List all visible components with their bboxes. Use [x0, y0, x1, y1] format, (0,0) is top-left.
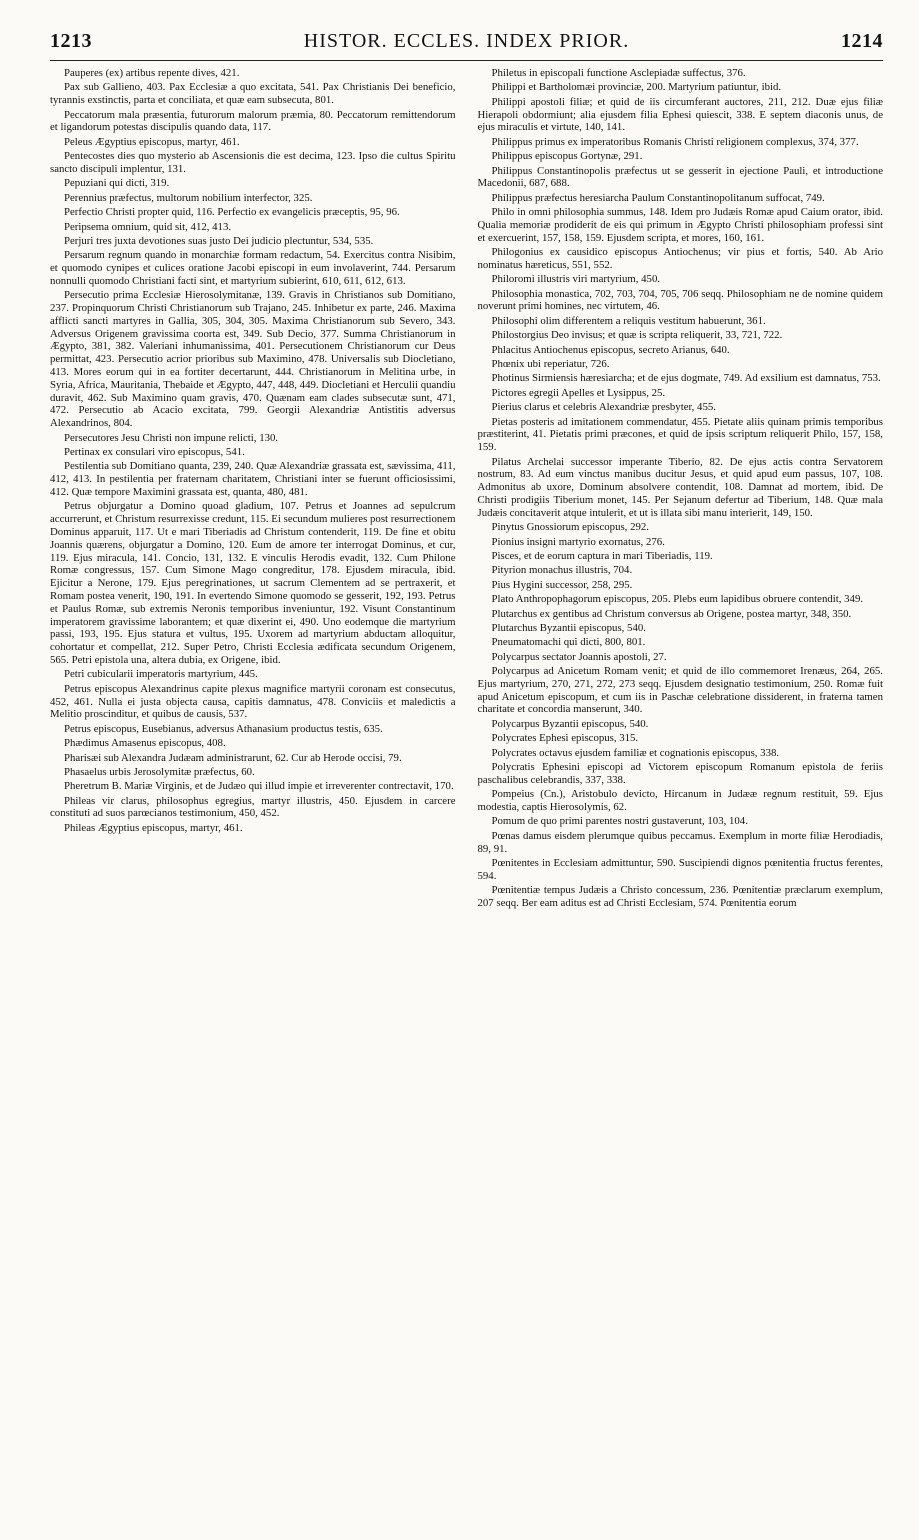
index-entry: Pneumatomachi qui dicti, 800, 801.	[491, 636, 646, 649]
index-entry: Pauperes (ex) artibus repente dives, 421.	[64, 67, 240, 79]
index-entry: Pœnitentiæ tempus Judæis a Christo concessum, 236. Pœnitentiæ præclarum exemplum, 207 seqq. Ber eam aditus est ad Christi Ecclesiam, 574. Pœnitentia eorum	[477, 884, 883, 909]
index-entry: Phileas Ægyptius episcopus, martyr, 461.	[64, 821, 243, 834]
index-entry: Philo in omni philosophia summus, 148. Idem pro Judæis Romæ apud Caium orator, ibid. Qualia memoriæ prodiderit de eis qui primum in Ægypto Christi philosophiam professi sint et exercuerint, 157, 158, 159. Ejusdem scripta, et mores, 160, 161.	[477, 206, 883, 244]
index-entry: Persecutores Jesu Christi non impune relicti, 130.	[64, 431, 279, 444]
index-entry: Pepuziani qui dicti, 319.	[64, 177, 170, 190]
index-entry: Peleus Ægyptius episcopus, martyr, 461.	[64, 135, 240, 148]
index-entry: Pierius clarus et celebris Alexandriæ presbyter, 455.	[491, 401, 716, 414]
index-entry: Pœnitentes in Ecclesiam admittuntur, 590. Suscipiendi dignos pœnitentia fructus ferentes, 594.	[477, 856, 883, 882]
index-entry: Philippus primus ex imperatoribus Romanis Christi religionem complexus, 374, 377.	[491, 135, 859, 148]
index-entry: Phasaelus urbis Jerosolymitæ præfectus, 60.	[64, 765, 255, 778]
index-entry: Polycarpus ad Anicetum Romam venit; et quid de illo commemoret Irenæus, 264, 265. Ejus martyrium, 270, 271, 272, 273 seqq. Ejusdem designatio testimonium, 250. Romæ fuit apud Anicetum episcopum, et cum iis in Paschæ celebratione dissiderent, in fraterna tamen charitate et concordia manserunt, 340.	[477, 665, 883, 716]
page-number-left: 1213	[50, 30, 92, 52]
index-entry: Polycarpus Byzantii episcopus, 540.	[491, 717, 649, 730]
index-entry: Pietas posteris ad imitationem commendatur, 455. Pietate aliis quinam primis temporibus præstiterint, 41. Pietatis primi præcones, et quid de ipsis scriptum reliquerit Philo, 157, 158, 159.	[477, 415, 883, 454]
index-entry: Polycarpus sectator Joannis apostoli, 27.	[491, 650, 667, 663]
index-entry: Persecutio prima Ecclesiæ Hierosolymitanæ, 139. Gravis in Christianos sub Domitiano, 237. Propinquorum Christi Christianorum sub Trajano, 245. Inhibetur ex parte, 246. Maxima afflicti sancti martyres in Gallia, 305, 304, 305. Maxima Christianorum sub Severo, 343. Adversus Origenem gravissima coorta est, 349. Sub Decio, 377. Summa Christianorum in Ægypto, 381, 382. Valeriani inhumanissima, 401. Persecutionem Christianorum cur Deus permittat, 423. Persecutio acrior prioribus sub Maximino, 478. Universalis sub Diocletiano, 413. Mores eorum qui in ea fortiter decertarunt, 444. Christianorum in Melitina urbe, in Syria, Africa, Mauritania, Thebaide et Ægypto, 447, 448, 449. Diocletiani et Herculii quandiu duravit, 462. Sub Maximino quam gravis, 470. Quænam eam clades subsecutæ sunt, 471, 472. Persecutio ab Acacio excitata, 799. Georgii Alexandriæ Antistitis adversus Alexandrinos, 804.	[50, 289, 456, 430]
index-entry: Pentecostes dies quo mysterio ab Ascensionis die est decima, 123. Ipso die cultus Spiritu sancto discipuli implentur, 131.	[50, 150, 456, 175]
index-entry: Polycratis Ephesini episcopi ad Victorem episcopum Romanum epistola de feriis paschalibus celebrandis, 337, 338.	[477, 761, 883, 786]
index-entry: Petrus episcopus Alexandrinus capite plexus magnifice martyrii coronam est consecutus, 452, 461. Nulla ei justa objecta causa, capitis damnatus, 478. Conviciis et maledictis a Melitio proscinditur, et quibus de causis, 537.	[50, 682, 456, 721]
index-entry: Perfectio Christi propter quid, 116. Perfectio ex evangelicis præceptis, 95, 96.	[64, 206, 400, 219]
index-entry: Philostorgius Deo invisus; et quæ is scripta reliquerit, 33, 721, 722.	[491, 329, 783, 342]
right-column	[478, 67, 884, 911]
index-entry: Petrus episcopus, Eusebianus, adversus Athanasium productus testis, 635.	[64, 722, 383, 735]
index-entry: Polycrates octavus ejusdem familiæ et cognationis episcopus, 338.	[491, 746, 780, 759]
index-entry: Philetus in episcopali functione Asclepiadæ suffectus, 376.	[491, 67, 746, 79]
running-title: HISTOR. ECCLES. INDEX PRIOR.	[303, 30, 630, 52]
index-entry: Pilatus Archelai successor imperante Tiberio, 82. De ejus actis contra Servatorem nostrum, 83. Ad eum vinctus manibus ducitur Jesus, et quid apud eum passus, 107, 108. Admonitus ab uxore, Dominum absolvere contendit, 108. Damnat ad mortem, ibid. De Christi prodigiis Tiberium monet, 145. Per Sejanum defertur ad Tiberium, 148. Quæ mala Judæis concitaverit atque intulerit, et ut is illata sibi manu interierit, 149, 150.	[477, 455, 883, 519]
index-entry: Phædimus Amasenus episcopus, 408.	[64, 737, 226, 750]
index-entry: Philippi et Bartholomæi provinciæ, 200. Martyrium patiuntur, ibid.	[491, 81, 782, 94]
index-entry: Philippi apostoli filiæ; et quid de iis circumferant auctores, 211, 212. Duæ ejus filiæ Hierapoli obdormiunt; alia ejusdem filia Ephesi quiescit, 338. E septem diaconis unus, de ejus miraculis et virtute, 140, 141.	[477, 95, 883, 134]
index-entry: Philogonius ex causidico episcopus Antiochenus; vir pius et fortis, 540. Ab Ario nominatus hæreticus, 551, 552.	[477, 246, 883, 271]
index-entry: Philosophia monastica, 702, 703, 704, 705, 706 seqq. Philosophiam ne de nomine quidem noverunt primi homines, nec virtutem, 46.	[477, 287, 883, 313]
index-entry: Philosophi olim differentem a reliquis vestitum habuerunt, 361.	[491, 314, 766, 327]
index-entry: Pestilentia sub Domitiano quanta, 239, 240. Quæ Alexandriæ grassata est, sævissima, 411, 412, 413. In pestilentia per fraternam charitatem, Christiani inter se fuerunt officiosissimi, 412. Quæ tempore Maximini grassata est, quanta, 480, 481.	[50, 460, 456, 499]
index-entry: Pius Hygini successor, 258, 295.	[491, 578, 633, 591]
index-entry: Pomum de quo primi parentes nostri gustaverunt, 103, 104.	[491, 815, 748, 828]
page-header	[50, 30, 883, 61]
index-entry: Philippus episcopus Gortynæ, 291.	[491, 150, 643, 163]
index-entry: Phœnix ubi reperiatur, 726.	[491, 358, 610, 371]
left-column	[50, 67, 456, 911]
index-entry: Pinytus Gnossiorum episcopus, 292.	[491, 521, 649, 534]
index-entry: Pompeius (Cn.), Aristobulo devicto, Hircanum in Judææ regnum restituit, 59. Ejus modestia, captis Hierosolymis, 62.	[477, 788, 883, 814]
index-entry: Phileas vir clarus, philosophus egregius, martyr illustris, 450. Ejusdem in carcere constituti ad suos parœcianos testimonium, 450, 452.	[50, 794, 456, 820]
index-entry: Pertinax ex consulari viro episcopus, 541.	[64, 446, 245, 459]
index-entry: Pisces, et de eorum captura in mari Tiberiadis, 119.	[491, 549, 713, 562]
page-number-right: 1214	[841, 30, 883, 52]
index-entry: Polycrates Ephesi episcopus, 315.	[491, 732, 639, 745]
index-entry: Pictores egregii Apelles et Lysippus, 25.	[491, 386, 666, 399]
index-entry: Pionius insigni martyrio exornatus, 276.	[491, 535, 665, 548]
index-columns	[50, 67, 883, 911]
index-entry: Petrus objurgatur a Domino quoad gladium, 107. Petrus et Joannes ad sepulcrum accurrerunt, et Christum resurrexisse credunt, 115. Ei secundum mulieres post resurrectionem Dominus apparuit, 117. Ut e mari Tiberiadis ad Christum contenderit, 119. De fine et obitu Joannis quærens, objurgatur a Domino, 120. Eum de amore ter interrogat Dominus, et cur, 119. Ejus miracula, 141. Concio, 131, 132. E vinculis Herodis evadit, 132. Cum Philone Romæ congressus, 157. Cum Simone Mago congreditur, 178. Ejusdem miracula, ibid. Ejicitur a Nerone, 179. Ejus peregrinationes, ut sacrum Clementem ad se pertraxerit, et Romam postea venerit, 190, 191. In evertendo Simone quomodo se gesserit, 192, 193. Petrus et Paulus Romæ, sub extremis Neronis temporibus inveniuntur, 192. Visunt Constantinum imperatorem gravissime laborantem; et quæ dixerint ei, 490. Uno eodemque die martyrium passi, 193, 195. Ejus statura et vultus, 195. Uxorem ad martyrium abductam alloquitur, cohortatur et compellat, 212. Super Petro, Christi Ecclesia ædificata secundum Origenem, 565. Petri epistola una, altera dubia, ex Origene, ibid.	[50, 500, 456, 666]
index-entry: Plato Anthropophagorum episcopus, 205. Plebs eum lapidibus obruere contendit, 349.	[491, 593, 864, 606]
index-entry: Pityrion monachus illustris, 704.	[491, 564, 633, 577]
index-entry: Plutarchus ex gentibus ad Christum conversus ab Origene, postea martyr, 348, 350.	[491, 607, 852, 620]
index-entry: Pheretrum B. Mariæ Virginis, et de Judæo qui illud impie et irreverenter contrectavit, 170.	[64, 780, 454, 793]
index-entry: Pax sub Gallieno, 403. Pax Ecclesiæ a quo excitata, 541. Pax Christianis Dei beneficio, tyrannis exstinctis, parta et conciliata, et quæ eam subsecuta, 801.	[50, 81, 456, 107]
index-entry: Philoromi illustris viri martyrium, 450.	[491, 273, 661, 286]
index-entry: Philippus præfectus heresiarcha Paulum Constantinopolitanum suffocat, 749.	[491, 191, 825, 204]
index-entry: Pœnas damus eisdem plerumque quibus peccamus. Exemplum in morte filiæ Herodiadis, 89, 91.	[477, 829, 883, 855]
index-entry: Pharisæi sub Alexandra Judæam administrarunt, 62. Cur ab Herode occisi, 79.	[64, 751, 402, 764]
index-entry: Photinus Sirmiensis hæresiarcha; et de ejus dogmate, 749. Ad exsilium est damnatus, 753.	[491, 372, 881, 385]
index-entry: Perennius præfectus, multorum nobilium interfector, 325.	[64, 191, 313, 204]
index-entry: Phlacitus Antiochenus episcopus, secreto Arianus, 640.	[491, 343, 730, 356]
index-entry: Perjuri tres juxta devotiones suas justo Dei judicio plectuntur, 534, 535.	[64, 234, 374, 247]
index-entry: Persarum regnum quando in monarchiæ formam redactum, 54. Exercitus contra Nisibim, et quomodo cynipes et culices oratione Jacobi episcopi in eum involaverint, 744. Persarum nonnulli quomodo Christiani facti sint, et martyrium subierint, 610, 611, 612, 613.	[50, 249, 456, 287]
index-entry: Peripsema omnium, quid sit, 412, 413.	[64, 220, 232, 233]
index-entry: Peccatorum mala præsentia, futurorum malorum præmia, 80. Peccatorum remittendorum et ligandorum potestas discipulis quando data, 117.	[50, 108, 456, 134]
index-entry: Philippus Constantinopolis præfectus ut se gesserit in ejectione Pauli, et introductione Macedonii, 687, 688.	[477, 164, 883, 190]
index-entry: Petri cubicularii imperatoris martyrium, 445.	[64, 668, 258, 681]
index-entry: Plutarchus Byzantii episcopus, 540.	[491, 621, 646, 634]
